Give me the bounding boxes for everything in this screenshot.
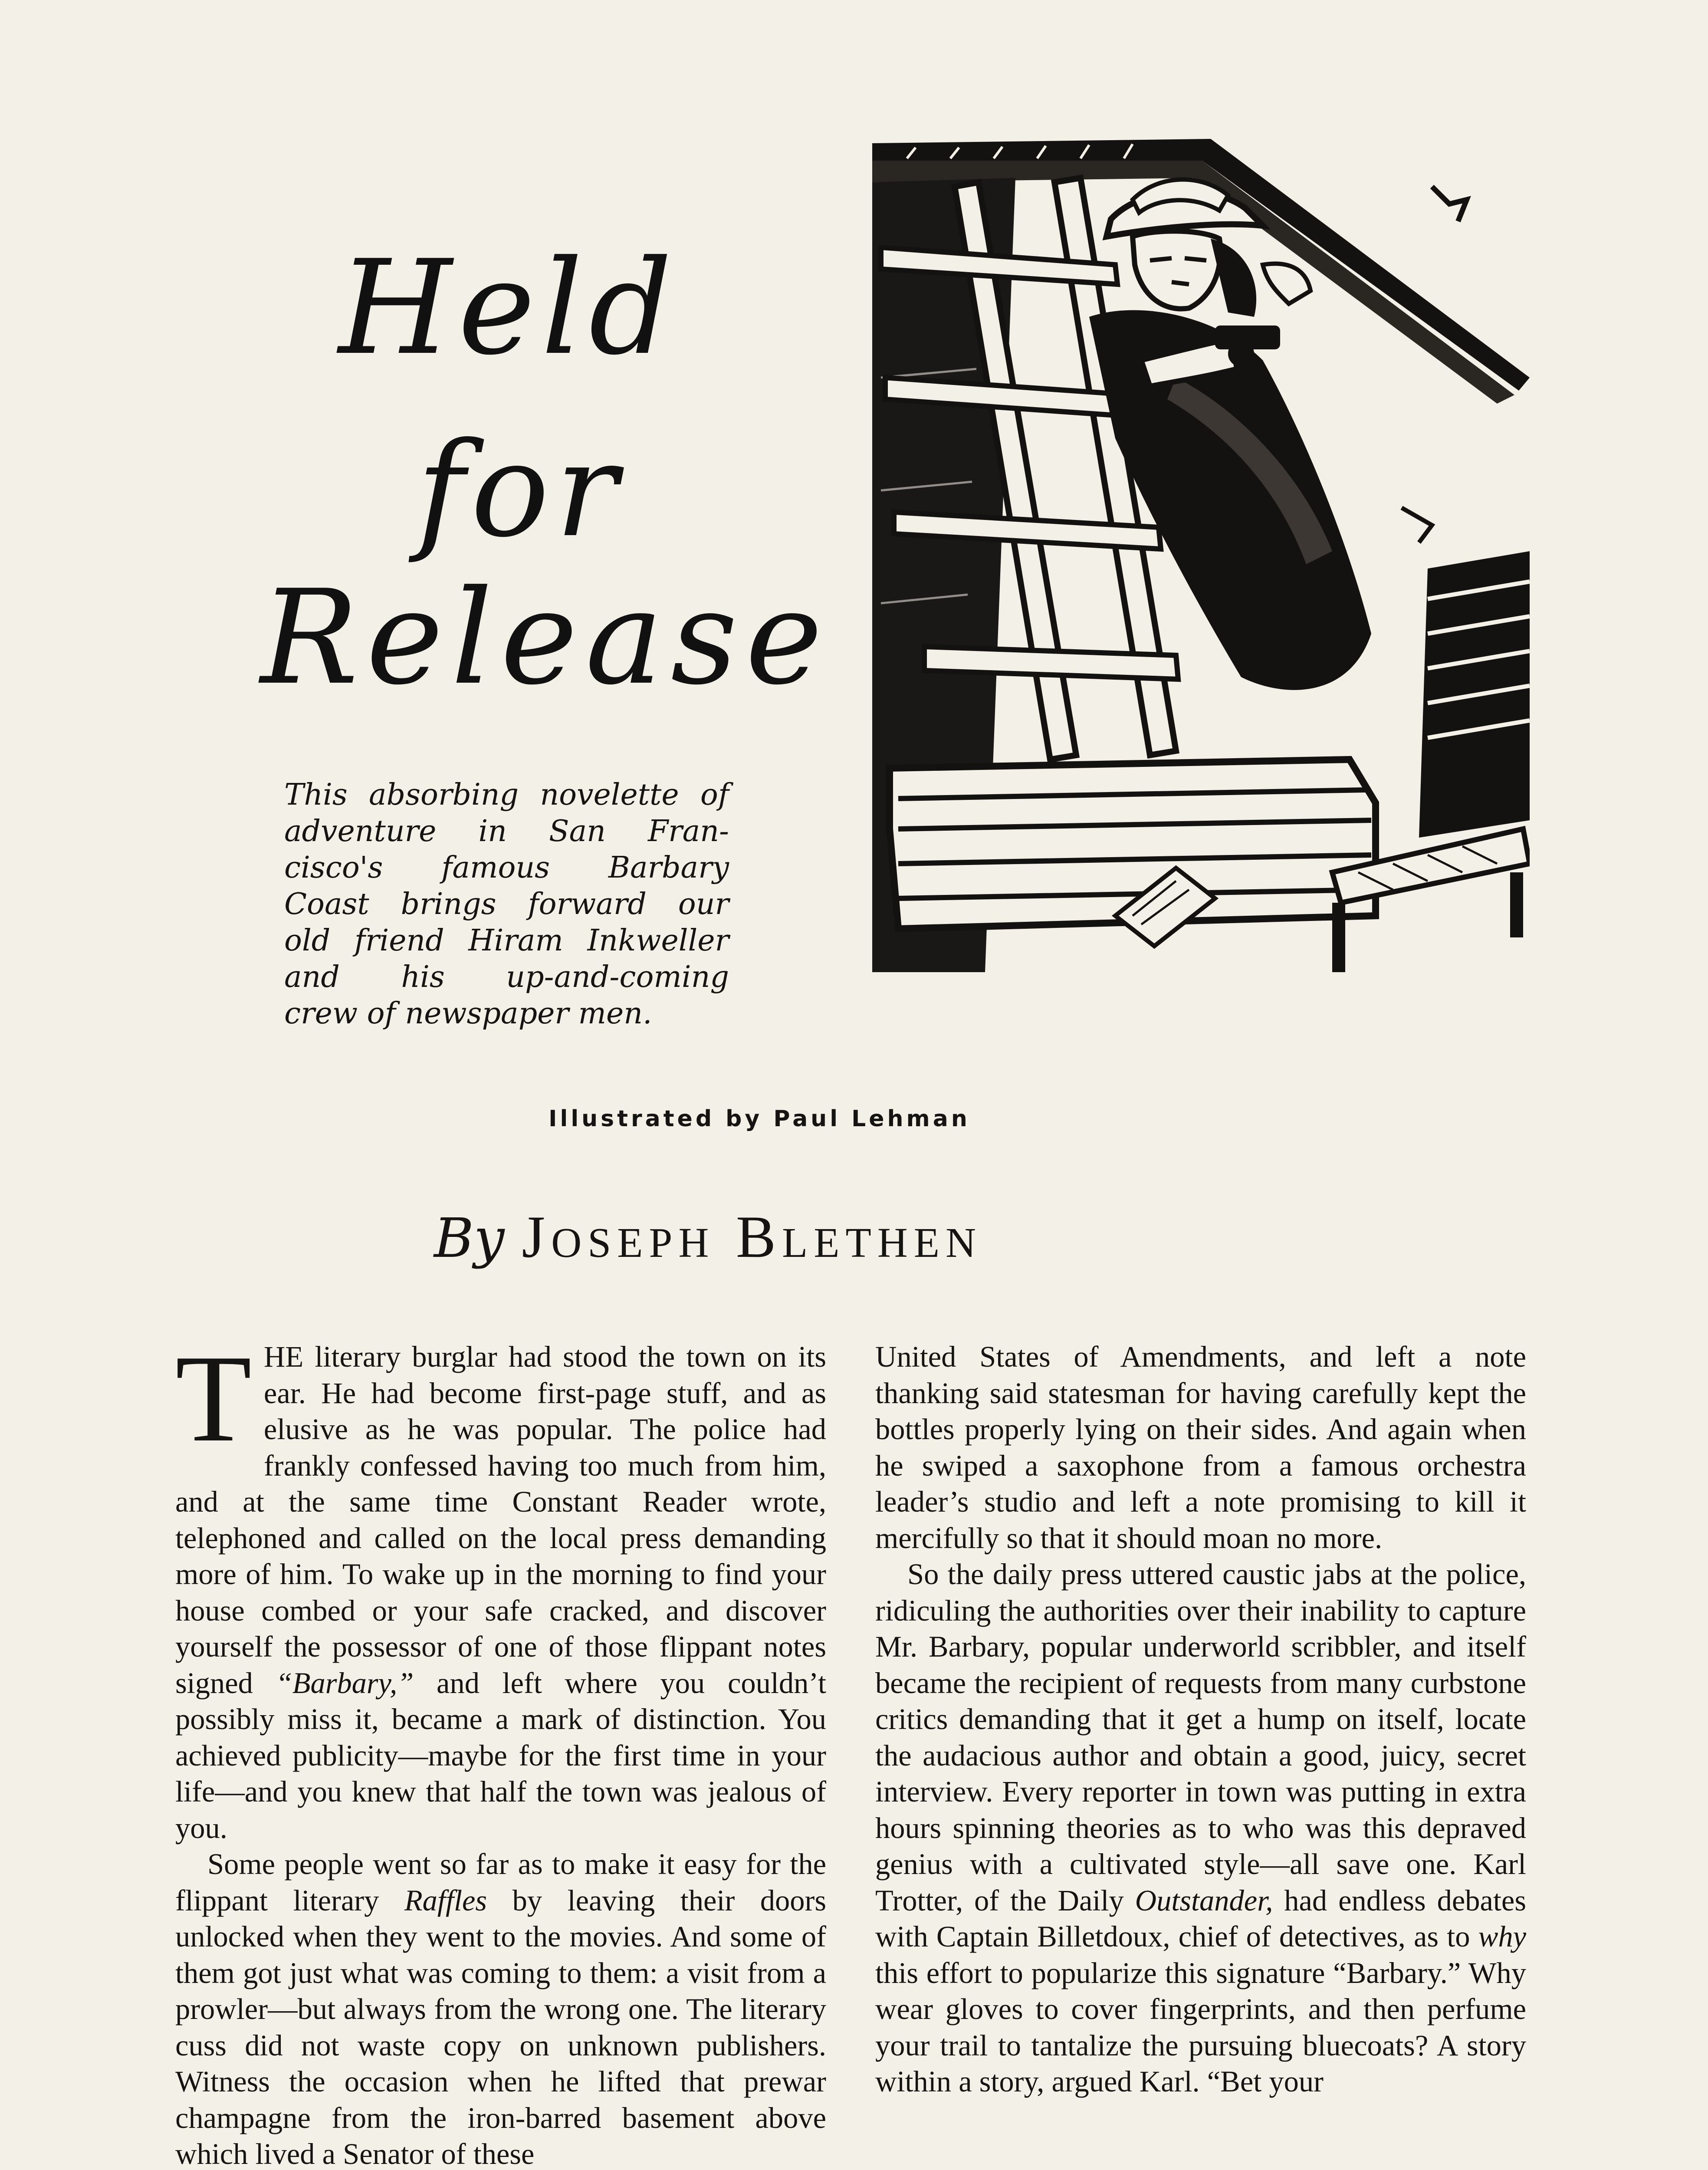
paragraph: Some people went so far as to make it easy for the flippant literary Raffles by leaving their doors unlocked when they went to the movies. And some of them got just what was coming to them: a visit from a prowler—but always from the wrong one. The literary cuss did not waste copy on unknown publishers. Witness the occasion when he lifted that prewar champagne from the iron-barred basement above which lived a Senator of these: [175, 1848, 826, 2170]
title-line-2: for: [417, 414, 624, 566]
byline-by: By: [434, 1207, 505, 1270]
paragraph: United States of Amendments, and left a note thanking said statesman for having carefully kept the bottles properly lying on their sides. And again when he swiped a saxophone from a famous orchestra leader’s studio and left a note promising to kill it mercifully so that it should moan no more.: [875, 1340, 1526, 1555]
blurb-line: old friend Hiram Inkweller: [284, 924, 729, 958]
paragraph: So the daily press uttered caustic jabs at the police, ridiculing the authorities over their inability to capture Mr. Barbary, popular underworld scribbler, and itself became the recipient of requests from many curbstone critics demanding that it get a hump on itself, locate the audacious author and obtain a good, juicy, secret interview. Every reporter in town was putting in extra hours spinning theories as to who was this depraved genius with a cultivated style—all save one. Karl Trotter, of the Daily Outstander, had endless debates with Captain Billetdoux, chief of detectives, as to why this effort to popularize this signature “Barbary.” Why wear gloves to cover fingerprints, and then perfume your trail to tantalize the pursuing bluecoats? A story within a story, argued Karl. “Bet your: [875, 1558, 1526, 2098]
title-line-3: Release: [260, 562, 831, 713]
drop-cap: T: [175, 1329, 252, 1468]
byline-author: Joseph Blethen: [522, 1203, 982, 1270]
illustrator-credit: Illustrated by Paul Lehman: [549, 1106, 970, 1132]
body-column-left: [175, 1329, 827, 2170]
byline: [434, 1202, 1276, 1271]
blurb-line: Coast brings forward our: [284, 887, 729, 921]
blurb-line: cisco's famous Barbary: [284, 851, 729, 885]
intro-blurb: [284, 777, 729, 1032]
illustration-gunman-on-ladder: [872, 135, 1530, 972]
title-line-1: Held: [338, 232, 679, 384]
paragraph: THE literary burglar had stood the town on its ear. He had become first-page stuff, and as elusive as he was popular. The police had frankly confessed having too much from him, and at the same time Constant Reader wrote, telephoned and called on the local press demanding more of him. To wake up in the morning to find your house combed or your safe cracked, and discover yourself the possessor of one of those flippant notes signed “Barbary,” and left where you couldn’t possibly miss it, became a mark of distinction. You achieved publicity—maybe for the first time in your life—and you knew that half the town was jealous of you.: [175, 1329, 827, 1844]
blurb-line: crew of newspaper men.: [284, 996, 652, 1031]
blurb-line: This absorbing novelette of: [284, 778, 729, 812]
blurb-line: and his up-and-coming: [284, 960, 729, 994]
blurb-line: adventure in San Fran-: [284, 814, 729, 848]
body-column-right: [875, 1339, 1526, 2100]
